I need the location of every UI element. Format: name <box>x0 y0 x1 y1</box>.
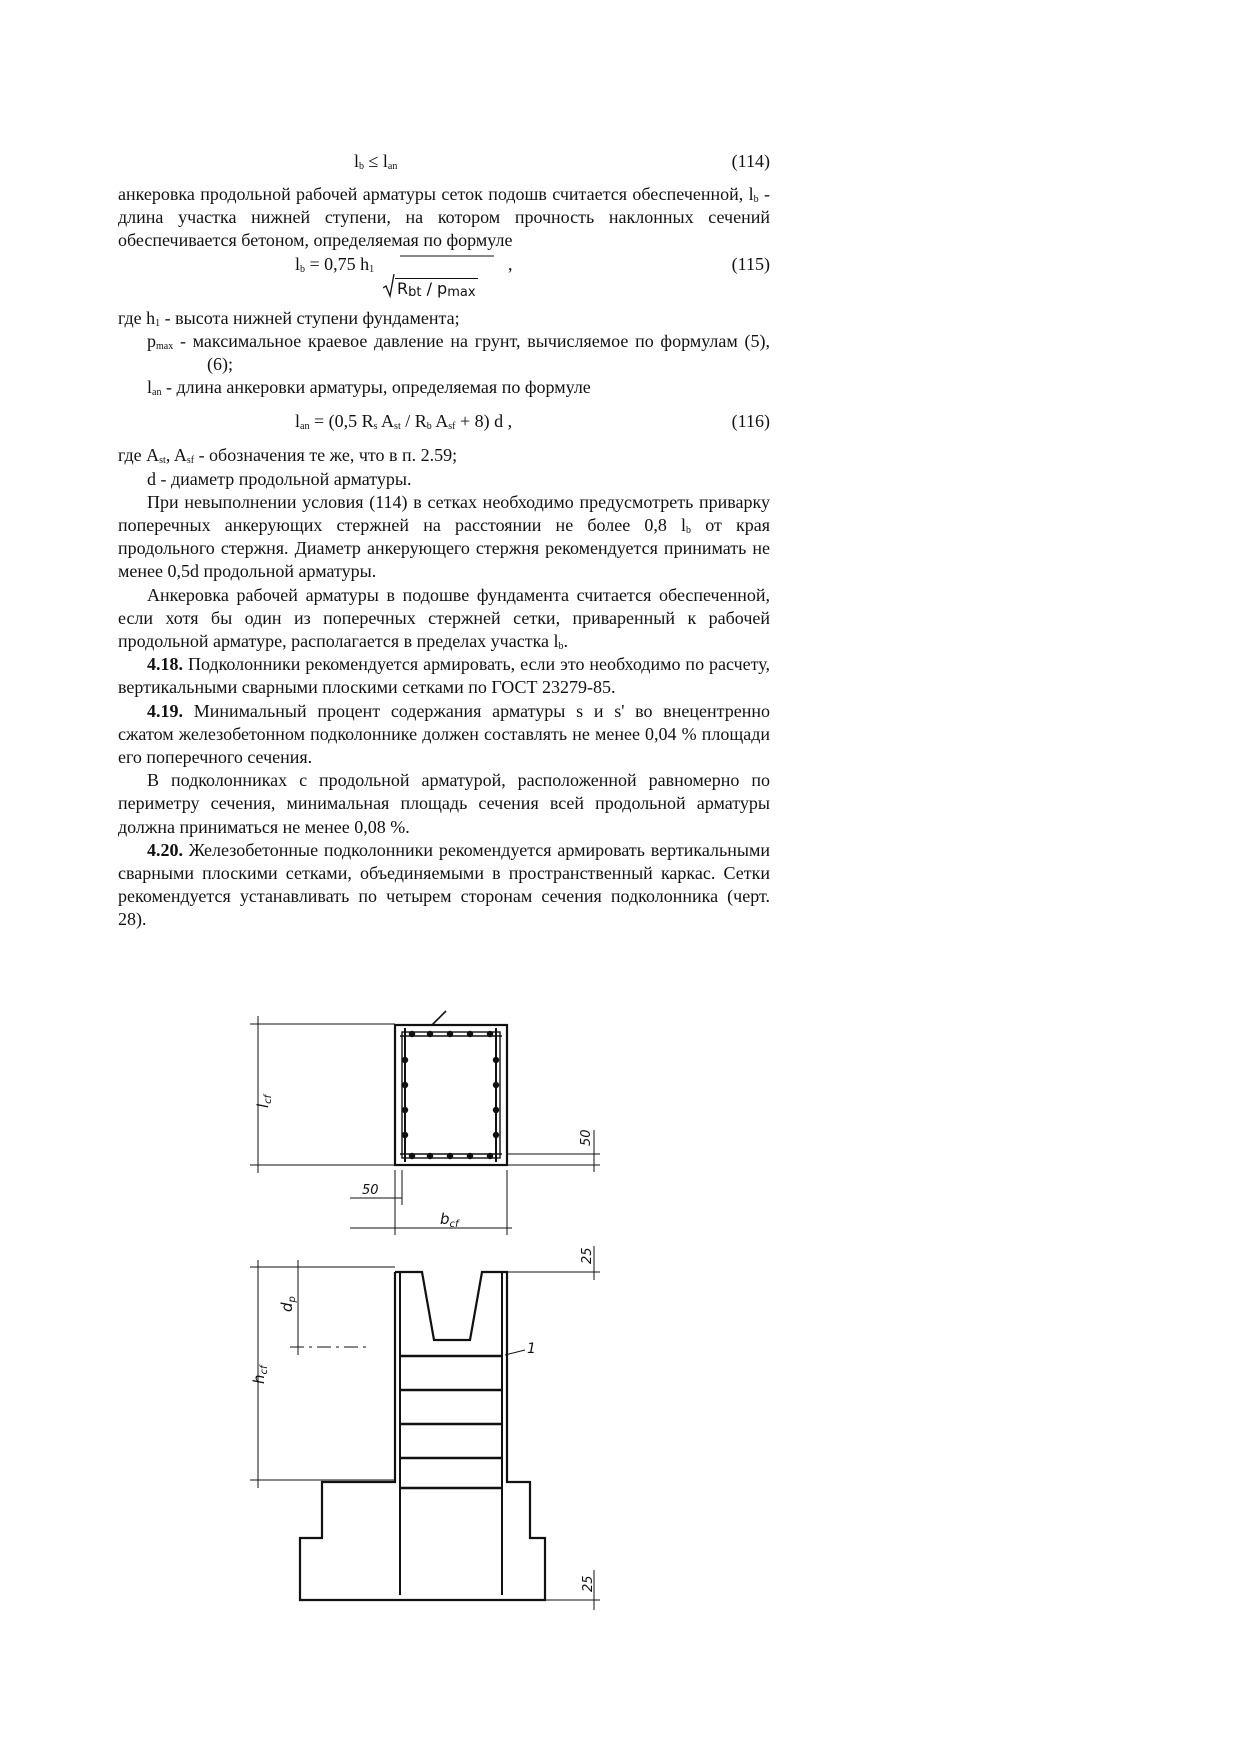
radical <box>395 277 478 300</box>
radicand-sub: bt <box>408 284 422 300</box>
where1-sub: 1 <box>155 317 161 329</box>
eq115-sub-h: 1 <box>369 263 375 275</box>
eq116-a: l <box>295 411 301 432</box>
eq114-sub2: an <box>387 161 398 172</box>
where-lan <box>118 376 770 399</box>
where3-b: - длина анкеровки арматуры, определяемая по формуле <box>161 377 591 398</box>
eq116-c: A <box>377 411 395 432</box>
p1-tail: - длина участка нижней ступени, на котором прочность наклонных сечений обеспечивается бетоном, определяемая по формуле <box>118 184 770 251</box>
eq116-e: A <box>431 411 449 432</box>
where1-a: где h <box>118 307 156 328</box>
eq115-sub-l: b <box>300 263 306 275</box>
label-50-right: 50 <box>579 1129 594 1146</box>
where4-b: , A <box>165 445 187 466</box>
radicand-tail: / p <box>421 278 448 298</box>
eq116-sub-b: b <box>426 421 432 433</box>
document-body <box>118 150 770 932</box>
label-dp: $d_p$ <box>278 1296 298 1312</box>
radicand <box>395 278 478 298</box>
eq115-number: (115) <box>731 253 770 274</box>
where-pmax <box>118 330 770 376</box>
where2-sub: max <box>156 340 174 352</box>
where-d: d - диаметр продольной арматуры. <box>147 468 412 489</box>
p3-b: . <box>563 631 569 652</box>
p420-text: Железобетонные подколонники рекомендуется армировать вертикальными сварными плоскими сетками, объединяемыми в пространственный каркас. Сетки рекомендуется устанавливать по четырем сторонам сечения подколонника (черт. 28). <box>118 839 770 930</box>
eq114-rel: ≤ l <box>364 151 388 171</box>
equation-115 <box>118 253 770 307</box>
equation-114 <box>118 150 770 174</box>
p1-text: анкеровка продольной рабочей арматуры сеток подошв считается обеспеченной, l <box>118 184 754 204</box>
where4-a: где A <box>118 445 160 466</box>
where-h1 <box>118 307 770 330</box>
paragraph-anchorage-base <box>118 584 770 654</box>
radicand-sub2: max <box>447 284 476 300</box>
p3-sub: b <box>558 641 564 653</box>
paragraph-4-20 <box>118 839 770 932</box>
where3-sub: an <box>152 387 162 399</box>
label-bcf: $b_{cf}$ <box>440 1210 459 1230</box>
paragraph-4-19b: В подколонниках с продольной арматурой, расположенной равномерно по периметру сечения, минимальная площадь сечения всей продольной арматуры должна приниматься не менее 0,08 %. <box>118 770 770 837</box>
eq116-sub-s: s <box>373 421 378 433</box>
eq115-comma: , <box>508 253 513 274</box>
eq116-sub-an: an <box>300 421 310 433</box>
p2-a: При невыполнении условия (114) в сетках необходимо предусмотреть приварку поперечных анкерующих стержней на расстоянии не более 0,8 l <box>118 491 770 536</box>
where2-a: p <box>147 330 156 351</box>
label-50-bottom: 50 <box>362 1183 379 1198</box>
p419-text: Минимальный процент содержания арматуры s и s' во внецентренно сжатом железобетонном подколоннике должен составлять не менее 0,04 % площади его поперечного сечения. <box>118 700 770 768</box>
label-mark-1: 1 <box>527 1341 536 1357</box>
label-25-top: 25 <box>580 1247 595 1264</box>
eq115-l: l <box>295 253 301 274</box>
sqrt-icon <box>383 274 395 298</box>
paragraph-welding <box>118 491 770 584</box>
where3-a: l <box>147 377 153 398</box>
eq114-number: (114) <box>731 151 770 171</box>
where4-sub1: st <box>159 455 166 467</box>
p3-a: Анкеровка рабочей арматуры в подошве фундамента считается обеспеченной, если хотя бы один из поперечных стержней сетки, приваренный к рабочей продольной арматуре, располагается в пределах участка l <box>118 584 770 652</box>
p2-sub: b <box>686 525 692 537</box>
eq116-b: = (0,5 R <box>309 411 374 432</box>
p418-text: Подколонники рекомендуется армировать, если это необходимо по расчету, вертикальными сварными плоскими сетками по ГОСТ 23279-85. <box>118 654 770 698</box>
eq114-l: l <box>354 151 360 171</box>
where-ast <box>118 444 770 467</box>
where4-sub2: sf <box>186 455 195 467</box>
section-number-4-20: 4.20. <box>147 839 183 860</box>
p2-b: от края продольного стержня. Диаметр анкерующего стержня рекомендуется принимать не менее 0,5d продольной арматуры. <box>118 515 770 582</box>
eq116-sub-sf: sf <box>448 421 456 433</box>
paragraph-4-18 <box>118 653 770 699</box>
equation-116 <box>118 410 770 444</box>
eq114-sub: b <box>359 161 365 172</box>
label-hcf: $h_{cf}$ <box>250 1365 270 1384</box>
eq116-d: / R <box>400 411 427 432</box>
eq115-mid: = 0,75 h <box>305 253 370 274</box>
paragraph-anchorage <box>118 183 770 253</box>
reinforcement-drawing <box>250 1010 650 1710</box>
radicand-r: R <box>397 278 409 298</box>
p1-sub: b <box>753 194 759 205</box>
eq116-number: (116) <box>731 411 770 432</box>
where2-b: - максимальное краевое давление на грунт, вычисляемое по формулам (5), (6); <box>173 330 770 375</box>
section-number-4-18: 4.18. <box>147 654 183 675</box>
label-lcf: $l_{cf}$ <box>254 1094 274 1108</box>
paragraph-4-19 <box>118 700 770 770</box>
eq116-sub-st: st <box>394 421 401 433</box>
label-25-bottom: 25 <box>581 1575 596 1592</box>
where1-b: - высота нижней ступени фундамента; <box>160 307 460 328</box>
eq116-f: + 8) d , <box>455 411 513 432</box>
where4-c: - обозначения те же, что в п. 2.59; <box>194 445 458 466</box>
section-number-4-19: 4.19. <box>147 700 183 721</box>
